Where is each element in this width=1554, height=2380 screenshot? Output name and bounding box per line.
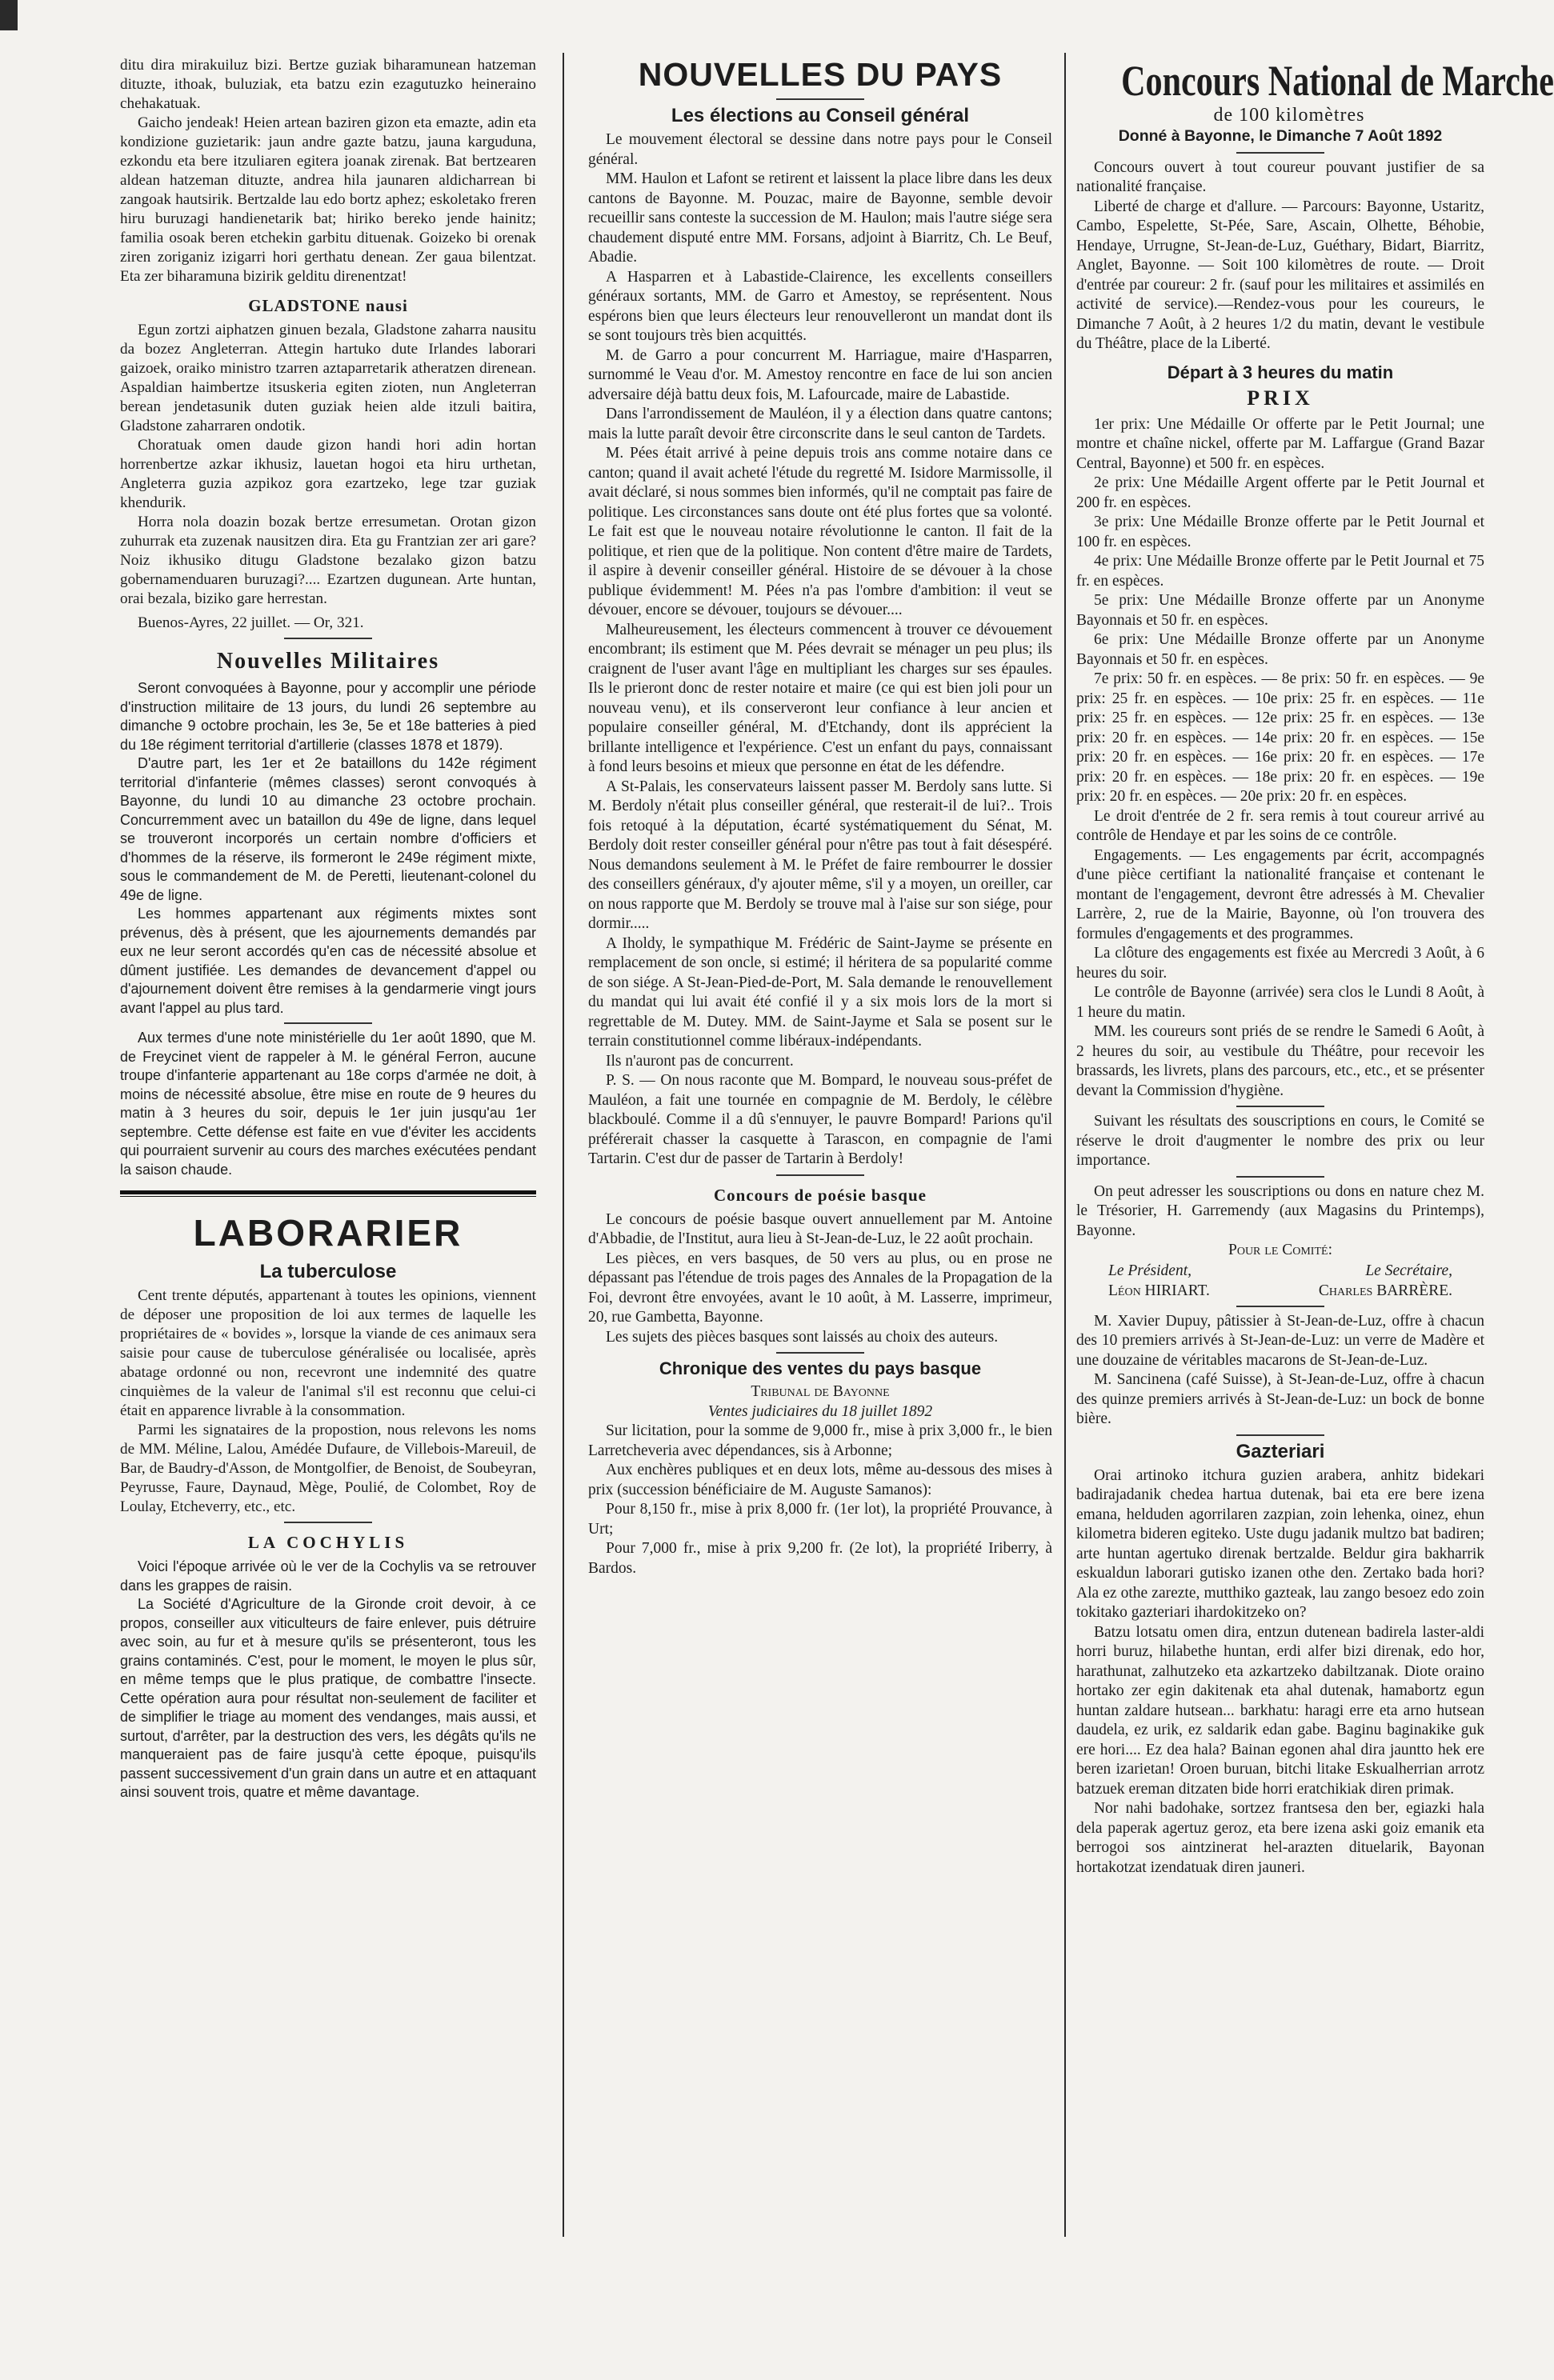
elections-paragraph: Dans l'arrondissement de Mauléon, il y a élection dans quatre cantons; mais la lutte paraît devoir être circonscrite dans le seul canton de Tardets.	[588, 406, 1052, 442]
prix-item: 6e prix: Une Médaille Bronze offerte par un Anonyme Bayonnais et 50 fr. en espèces.	[1076, 631, 1484, 668]
president-label: Le Président,	[1108, 1262, 1192, 1279]
audience-label: Ventes judiciaires du 18 juillet 1892	[707, 1402, 933, 1420]
tuberculose-subheading: La tuberculose	[259, 1261, 397, 1282]
militaires-paragraph: Seront convoquées à Bayonne, pour y accomplir une période d'instruction militaire de 13 jours, du lundi 26 septembre au dimanche 9 octobre prochain, les 3e, 5e et 18e batteries à pied du 18e régiment territorial d'artillerie (classes 1878 et 1879).	[120, 680, 536, 753]
elections-paragraph: Le mouvement électoral se dessine dans notre pays pour le Conseil général.	[588, 131, 1052, 168]
gladstone-paragraph: Egun zortzi aiphatzen ginuen bezala, Gladstone zaharra nausitu da bozez Angleterran. Attegin hartuko dute Irlandes laborari gaizoek, oraiko ministro tzarren aztaparretarik atheratzen direnean. Aspaldian haimbertze itsuskeria egiten zioten, nun Angleterran berean jendetasunik duten guziak heien alde itzuli baitira, Gladstone zaharraren ondotik.	[120, 322, 536, 434]
separator	[284, 638, 372, 639]
chronique-paragraph: Aux enchères publiques et en deux lots, même au-dessous des mises à prix (succession bénéficiaire de M. Auguste Samanos):	[588, 1462, 1052, 1498]
souscriptions-paragraph: On peut adresser les souscriptions ou dons en nature chez M. le Trésorier, H. Garremendy (aux Magasins du Printemps), Bayonne.	[1076, 1182, 1484, 1239]
gladstone-paragraph: Choratuak omen daude gizon handi hori adin hortan horrenbertze azkar ikhusiz, lauetan hogoi eta hiru urthetan, Angleterra guzia azpikoz gora ezartzeko, lege tzar guziak khendurik.	[120, 437, 536, 511]
elections-paragraph: Malheureusement, les électeurs commencent à trouver ce dévouement encombrant; ils estiment que M. Pées devrait se ménager un peu plus; ils craignent de l'user avant l'âge en multipliant les charges sur ses épaules. Ils le prieront donc de rester notaire et maire (ce qui est bien joli pour un nouveau venu), et ils conserveront leur confiance à leur ancien et populaire conseiller général, M. d'Etchandy, dont ils apprécient la brillante intelligence et l'expérience. C'est un enfant du pays, connaissant à fond leurs besoins et mieux que personne en état de les défendre.	[588, 621, 1052, 775]
chronique-heading: Chronique des ventes du pays basque	[659, 1358, 982, 1378]
elections-paragraph: P. S. — On nous raconte que M. Bompard, le nouveau sous-préfet de Mauléon, a fait une tournée en compagnie de M. Berdoly, le célèbre blackboulé. Comme il a dû s'ennuyer, le pauvre Bompard! Parions qu'il préférerait chasser la casquette à Tarascon, en compagnie de l'ami Tartarin. C'est dur de passer de Tartarin à Berdoly!	[588, 1072, 1052, 1167]
separator	[776, 1352, 864, 1354]
dons-paragraph: M. Xavier Dupuy, pâtissier à St-Jean-de-Luz, offre à chacun des 10 premiers arrivés à St-Jean-de-Luz: un verre de Madère et une douzaine de véritables macarons de St-Jean-de-Luz.	[1076, 1312, 1484, 1369]
elections-paragraph: A Hasparren et à Labastide-Clairence, les excellents conseillers généraux sortants, MM. de Garro et Amestoy, se représentent. Nous espérons bien que leurs électeurs leur renouvelleront un mandat dont ils se sont toujours très bien acquittés.	[588, 268, 1052, 344]
cochylis-paragraph: Voici l'époque arrivée où le ver de la Cochylis va se retrouver dans les grappes de raisin.	[120, 1558, 536, 1594]
concours-date: Donné à Bayonne, le Dimanche 7 Août 1892	[1118, 126, 1443, 145]
concours-paragraph: Liberté de charge et d'allure. — Parcours: Bayonne, Ustaritz, Cambo, Espelette, St-Pée, Sare, Ascain, Olhette, Béhobie, Hendaye, Urrugne, St-Jean-de-Luz, Guéthary, Bidart, Biarritz, Anglet, Bayonne. — Soit 100 kilomètres de route. — Droit d'entrée par coureur: 2 fr. (sauf pour les militaires et assimilés en activité de service).—Rendez-vous pour les coureurs, le Dimanche 7 Août, à 2 heures 1/2 du matin, devant le vestibule du Théâtre, place de la Liberté.	[1076, 198, 1484, 352]
laborarier-paragraph: Parmi les signataires de la propostion, nous relevons les noms de MM. Méline, Lalou, Amédée Dufaure, de Villebois-Mareuil, de Bar, de Baudry-d'Asson, de Montgolfier, de Benoist, de Soubeyran, Peyrusse, Faure, Daynaud, Mège, Poulié, de Colombet, Roy de Loulay, Etcheverry, etc., etc.	[120, 1422, 536, 1515]
cochylis-heading: LA COCHYLIS	[247, 1533, 409, 1552]
laborarier-heading: LABORARIER	[193, 1212, 463, 1254]
reglement-paragraph: Le droit d'entrée de 2 fr. sera remis à tout coureur arrivé au contrôle de Hendaye et par les soins de ce contrôle.	[1076, 807, 1484, 844]
concours-paragraph: Concours ouvert à tout coureur pouvant justifier de sa nationalité française.	[1076, 158, 1484, 195]
reglement-paragraph: Le contrôle de Bayonne (arrivée) sera clos le Lundi 8 Août, à 1 heure du matin.	[1076, 984, 1484, 1021]
tribunal-label: Tribunal de Bayonne	[751, 1383, 890, 1400]
signatures-names	[1076, 1281, 1484, 1301]
depart-heading: Départ à 3 heures du matin	[1167, 362, 1394, 382]
elections-heading: Les élections au Conseil général	[671, 105, 970, 126]
prix-item: 1er prix: Une Médaille Or offerte par le Petit Journal; une montre et chaîne nickel, offerte par M. Laffargue (Grand Bazar Central, Bayonne) et 500 fr. en espèces.	[1076, 415, 1484, 472]
separator	[1236, 1176, 1324, 1178]
militaires-paragraph: D'autre part, les 1er et 2e bataillons du 142e régiment territorial d'infanterie (mêmes classes) seront convoqués à Bayonne, du lundi 10 au dimanche 23 octobre prochain. Concurremment avec un bataillon du 49e de ligne, dans lequel se trouveront incorporés un certain nombre d'officiers et d'hommes de la réserve, ils formeront le 249e régiment mixte, sous le commandement de M. de Peretti, lieutenant-colonel du 49e de ligne.	[120, 755, 536, 903]
column-nouvelles-du-pays	[588, 56, 1052, 1578]
prix-item: 3e prix: Une Médaille Bronze offerte par le Petit Journal et 100 fr. en espèces.	[1076, 514, 1484, 550]
elections-paragraph: A St-Palais, les conservateurs laissent passer M. Berdoly sans lutte. Si M. Berdoly n'était plus conseiller général, que resterait-il de lui?.. Trois fois retoqué à la députation, écarté systématiquement du Sénat, M. Berdoly doit rester conseiller général pour n'être pas tout à fait désespéré. Nous demandons seulement à M. le Préfet de faire rembourrer le dossier des conseillers généraux, d'y ajouter même, s'il y a moyen, un oreiller, car on nous rapporte que M. Berdoly se trouve mal à l'aise sur son siége, pour dormir.....	[588, 778, 1052, 932]
gazteriari-paragraph: Orai artinoko itchura guzien arabera, anhitz bidekari badirajadanik chedea hartua dutenak, bai eta ere bere izena emana, helduden agorrilaren zazpian, zoin lehenka, oinez, ehun kilometra bideren egiteko. Uste dugu jadanik multzo bat badiren; arte huntan agertuko direnak bertzalde. Beldur gira bakharrik eskualdun laborari gutisko izanen othe den. Zertako bada hori? Ala ez othe zarezte, mutthiko gazteak, lau zango besoez edo zoin tokitako gazteriari ihardokitzeko on?	[1076, 1466, 1484, 1621]
gladstone-heading: GLADSTONE nausi	[248, 296, 408, 315]
poesie-paragraph: Les pièces, en vers basques, de 50 vers au plus, ou en prose ne dépassant pas l'étendue de trois pages des Annales de la Propagation de la Foi, devront être envoyées, avant le 10 août, à M. Lasserre, imprimeur, 20, rue Gambetta, Bayonne.	[588, 1250, 1052, 1326]
corner-mark	[0, 0, 18, 30]
column-basque-news	[120, 56, 536, 1802]
prix-heading: PRIX	[1247, 386, 1314, 410]
separator	[284, 1522, 372, 1523]
militaires-paragraph: Les hommes appartenant aux régiments mixtes sont prévenus, dès à présent, que les ajournements demandés par eux ne leur seront accordés qu'en cas de nécessité absolue et dûment justifiée. Les demandes de devancement d'appel ou d'ajournement doivent être remises à la gendarmerie vingt jours avant l'appel au plus tard.	[120, 906, 536, 1016]
chronique-paragraph: Sur licitation, pour la somme de 9,000 fr., mise à prix 3,000 fr., le bien Larretcheveria avec dépendances, sis à Arbonne;	[588, 1422, 1052, 1459]
elections-paragraph: A Iholdy, le sympathique M. Frédéric de Saint-Jayme se présente en remplacement de son oncle, si estimé; il héritera de sa popularité comme de son siége. A St-Jean-Pied-de-Port, M. Sala demande le renouvellement du mandat qui lui avait été confié il y a six mois lors de la mort si regrettable de M. Dutey. MM. de Saint-Jayme et Sala se posent sur le terrain constitutionnel comme libéraux-indépendants.	[588, 934, 1052, 1050]
intro-paragraph: ditu dira mirakuiluz bizi. Bertze guziak biharamunean hatzeman dituzte, ithoak, buluziak, eta batzu ezin ezagutuzko heineraino chehakatuak.	[120, 57, 536, 112]
chronique-paragraph: Pour 8,150 fr., mise à prix 8,000 fr. (1er lot), la propriété Prouvance, à Urt;	[588, 1501, 1052, 1538]
concours-subtitle: de 100 kilomètres	[1213, 105, 1365, 126]
signatures-labels	[1076, 1261, 1484, 1281]
separator	[776, 98, 864, 100]
pour-comite-label: Pour le Comité:	[1228, 1242, 1332, 1258]
cochylis-paragraph: La Société d'Agriculture de la Gironde croit devoir, à ce propos, conseiller aux viticulteurs de faire enlever, puis détruire avec soin, au fur et à mesure qu'ils se présenteront, tous les grains contaminés. C'est, pour le moment, le moyen le plus sûr, en même temps que le plus pratique, de combattre l'insecte. Cette opération aura pour résultat non-seulement de faciliter et de simplifier le triage au moment des vendanges, mais aussi, et surtout, d'arrêter, par la destruction des vers, les dégâts qu'ils ne manqueraient pas de faire jusqu'à cette époque, puisqu'ils passent successivement d'un grain dans un autre et en attaquant ainsi souvent trois, quatre et même davantage.	[120, 1596, 536, 1800]
column-rule-right	[1064, 53, 1066, 2237]
secretaire-label: Le Secrétaire,	[1365, 1262, 1452, 1279]
elections-paragraph: Ils n'auront pas de concurrent.	[606, 1052, 794, 1070]
concours-title: Concours National de Marche	[1121, 57, 1554, 105]
suivant-paragraph: Suivant les résultats des souscriptions en cours, le Comité se réserve le droit d'augmenter le nombre des prix ou leur importance.	[1076, 1113, 1484, 1169]
separator	[1236, 1434, 1324, 1436]
militaires-paragraph: Aux termes d'une note ministérielle du 1er août 1890, que M. de Freycinet vient de rappeler à M. le général Ferron, aucune troupe d'infanterie appartenant au 18e corps d'armée ne doit, à moins de nécessité absolue, être mise en route de 9 heures du matin à 3 heures du soir, depuis le 1er juin jusqu'au 1er septembre. Cette défense est faite en vue d'éviter les accidents qui pourraient survenir au cours des marches exécutées pendant la saison chaude.	[120, 1030, 536, 1178]
column-concours-marche	[1076, 56, 1554, 1878]
poesie-paragraph: Les sujets des pièces basques sont laissés au choix des auteurs.	[606, 1328, 999, 1346]
gladstone-signature: Buenos-Ayres, 22 juillet. — Or, 321.	[138, 614, 364, 631]
separator	[1236, 1106, 1324, 1107]
gazteriari-heading: Gazteriari	[1236, 1440, 1325, 1462]
gazteriari-paragraph: Batzu lotsatu omen dira, entzun dutenean badirela laster-aldi horri buruz, hilabethe huntan, erdi alfer bizi direnak, edo hor, harathunat, zalhutzeko eta azkartzeko dabiltzanak. Diote oraino hortako zer egin dakitenak eta ahal dutenak, hamabortz egun huntan zaldare hutsean... barkhatu: haragi erre eta arno hutsean daudela, ez urik, ez saldarik edan gabe. Baginu baginakike guk ere hori.... Ez dea hala? Bainan egonen ahal dira jauntto hek ere beren izarietan! Oroen buruan, bitchi litake Eskualherrian arrotz batzuek ereman ditzaten bide horri eratchikiak diren primak.	[1076, 1623, 1484, 1798]
secretaire-name: Charles BARRÈRE.	[1318, 1282, 1452, 1299]
prix-item: 2e prix: Une Médaille Argent offerte par le Petit Journal et 200 fr. en espèces.	[1076, 474, 1484, 511]
nouvelles-banner: NOUVELLES DU PAYS	[638, 56, 1003, 93]
dons-paragraph: M. Sancinena (café Suisse), à St-Jean-de-Luz, offre à chacun des quinze premiers arrivés à St-Jean-de-Luz: un bock de bonne bière.	[1076, 1371, 1484, 1427]
prix-item: 5e prix: Une Médaille Bronze offerte par un Anonyme Bayonnais et 50 fr. en espèces.	[1076, 592, 1484, 629]
poesie-paragraph: Le concours de poésie basque ouvert annuellement par M. Antoine d'Abbadie, de l'Institut, aura lieu à St-Jean-de-Luz, le 22 août prochain.	[588, 1210, 1052, 1247]
separator	[284, 1022, 372, 1024]
poesie-heading: Concours de poésie basque	[714, 1185, 927, 1205]
reglement-paragraph: MM. les coureurs sont priés de se rendre le Samedi 6 Août, à 2 heures du soir, au vestibule du Théâtre, pour recevoir les brassards, les livrets, plans des parcours, etc., etc., et se présenter devant la Commission d'hygiène.	[1076, 1023, 1484, 1099]
elections-paragraph: M. de Garro a pour concurrent M. Harriague, maire d'Hasparren, surnommé le Veau d'or. M. Amestoy rencontre en face de lui son ancien adversaire déjà battu deux fois, M. Lafourcade, maire de Labastide.	[588, 346, 1052, 403]
section-rule	[120, 1190, 536, 1197]
gazteriari-paragraph: Nor nahi badohake, sortzez frantsesa den ber, egiazki hala dela paperak agertuz geroz, eta bere izena aski goiz emanik eta berrogoi sos aintzinerat hel-arazten dituelarik, Bayonan hortakotzat izendatuak diren jauneri.	[1076, 1800, 1484, 1876]
prix-item: 7e prix: 50 fr. en espèces. — 8e prix: 50 fr. en espèces. — 9e prix: 25 fr. en espèces. — 10e prix: 25 fr. en espèces. — 11e prix: 25 fr. en espèces. — 12e prix: 25 fr. en espèces. — 13e prix: 20 fr. en espèces. — 14e prix: 20 fr. en espèces. — 15e prix: 20 fr. en espèces. — 16e prix: 20 fr. en espèces. — 17e prix: 20 fr. en espèces. — 18e prix: 20 fr. en espèces. — 19e prix: 20 fr. en espèces. — 20e prix: 20 fr. en espèces.	[1076, 670, 1484, 805]
elections-paragraph: M. Pées était arrivé à peine depuis trois ans comme notaire dans ce canton; quand il avait acheté l'étude du regretté M. Isidore Marmissolle, il avait déclaré, si nous sommes bien informés, qu'il ne comptait pas faire de politique. Les circonstances sans doute ont été plus fortes que sa volonté. Le fait est que le nouveau notaire révolutionne le canton. Il fait de la politique, et rien que de la politique. Non content d'être maire de Tardets, il aspire à devenir conseiller général. Histoire de se dévouer à la chose publique évidemment! M. Pées n'a pas l'ombre d'ambition: il veut se dévouer, encore se dévouer, toujours se dévouer....	[588, 445, 1052, 618]
laborarier-paragraph: Cent trente députés, appartenant à toutes les opinions, viennent de déposer une proposition de loi aux termes de laquelle les propriétaires de « bovides », lorsque la viande de ces animaux sera saisie pour cause de tuberculose généralisée ou localisée, après abatage ordonné ou non, recevront une indemnité des quatre cinquièmes de la valeur de l'animal s'il est reconnu que celui-ci était en apparence livrable à la consommation.	[120, 1287, 536, 1419]
militaires-heading: Nouvelles Militaires	[216, 649, 440, 674]
intro-paragraph: Gaicho jendeak! Heien artean baziren gizon eta emazte, adin eta kondizione guzietarik: jaun andre gazte batzu, jauna karguduna, ezkondu eta bere itzuliaren egitera joanak zirenak. Bat bertzearen aldean hatzeman dituzte, andrea hila jaunaren aldicharrean bi zangoak hautsirik. Bertzalde lau edo bortz aphez; eskoletako freren hiru buruzagi handienetarik bat; hiriko bereko jende hainitz; familia osoak beren etchekin garbitu dituenak. Goizeko bi orenak ziren zoriganiz izigarri hori gerthatu denean. Zer gaua bilentzat. Eta zer biharamuna bizirik gelditu direnentzat!	[120, 114, 536, 285]
separator	[1236, 152, 1324, 154]
president-name: Léon HIRIART.	[1108, 1282, 1210, 1299]
reglement-paragraph: Engagements. — Les engagements par écrit, accompagnés d'une pièce certifiant la nationalité française et contenant le montant de l'engagement, devront être adressés à M. Chevalier Larrère, 2, rue de la Mairie, Bayonne, où l'on trouvera des formules d'engagements et des programmes.	[1076, 846, 1484, 942]
separator	[776, 1174, 864, 1176]
prix-item: 4e prix: Une Médaille Bronze offerte par le Petit Journal et 75 fr. en espèces.	[1076, 553, 1484, 590]
gladstone-paragraph: Horra nola doazin bozak bertze erresumetan. Orotan gizon zuhurrak eta zuzenak nausitzen dira. Eta gu Frantzian zer ari gare? Noiz ikhusiko ditugu Gladstone bezalako gizon batzu gobernamenduaren buruzagi?.... Ezartzen dugunean. Arte huntan, orai bezala, biziko gare herrestan.	[120, 514, 536, 607]
elections-paragraph: MM. Haulon et Lafont se retirent et laissent la place libre dans les deux cantons de Bayonne. M. Pouzac, maire de Bayonne, semble devoir recueillir sans conteste la succession de M. Haulon; mais l'autre siége sera chaudement disputé entre MM. Forsans, adjoint à Biarritz, Ch. Le Beuf, Abadie.	[588, 170, 1052, 266]
reglement-paragraph: La clôture des engagements est fixée au Mercredi 3 Août, à 6 heures du soir.	[1076, 945, 1484, 982]
column-rule-left	[563, 53, 564, 2237]
chronique-paragraph: Pour 7,000 fr., mise à prix 9,200 fr. (2e lot), la propriété Iriberry, à Bardos.	[588, 1540, 1052, 1577]
separator	[1236, 1306, 1324, 1307]
